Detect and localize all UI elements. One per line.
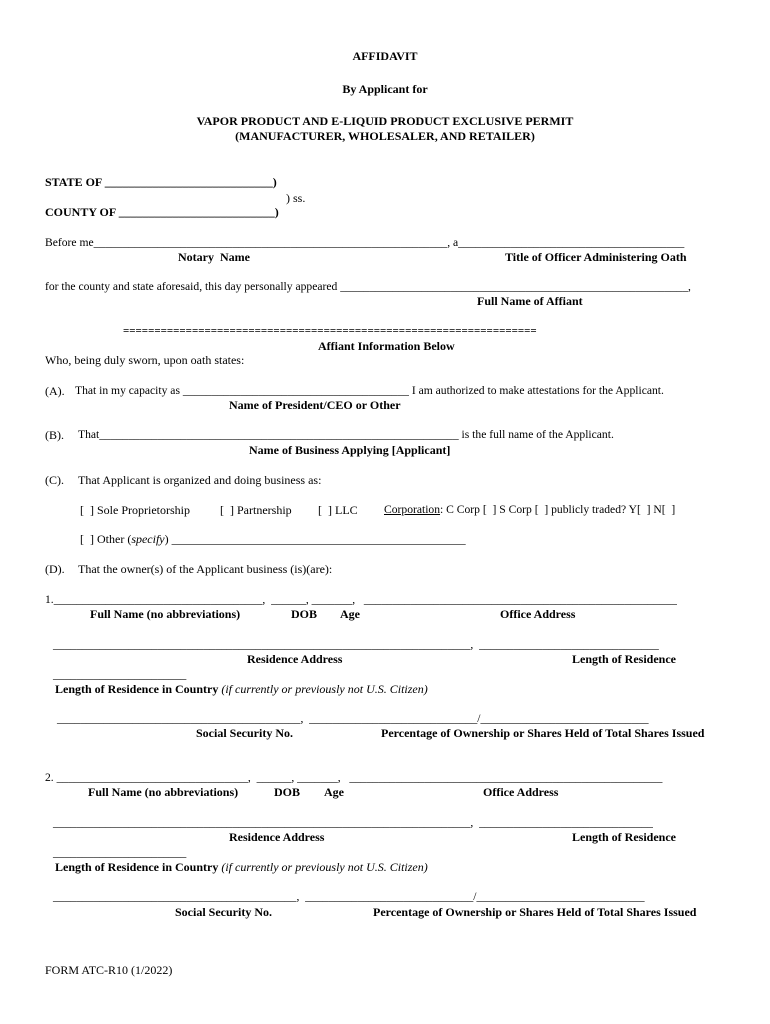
owner-2-country-label: Length of Residence in Country — [55, 860, 219, 874]
other-specify-field[interactable]: ) _________________________________________________ — [164, 532, 466, 546]
owner-1-country-line[interactable]: _______________________ — [53, 668, 187, 681]
owner-1-name-dob-office-line[interactable]: 1.____________________________________, ______, _______, ______________________________________________________ — [45, 593, 677, 606]
owner-1-ssn-line[interactable]: __________________________________________, _____________________________/_____________________________ — [57, 712, 649, 725]
notary-name-label: Notary Name — [178, 250, 250, 264]
affiant-heading: Affiant Information Below — [318, 339, 455, 353]
owner-2-ssn-label: Social Security No. — [175, 905, 272, 919]
owner-2-dob-label: DOB — [274, 785, 301, 799]
county-field[interactable]: COUNTY OF __________________________) — [45, 205, 279, 219]
owner-2-office-label: Office Address — [483, 785, 559, 799]
owner-2-length-label: Length of Residence — [572, 830, 676, 844]
form-subtitle: By Applicant for — [342, 82, 428, 96]
owner-1-length-label: Length of Residence — [572, 652, 676, 666]
section-a-label: Name of President/CEO or Other — [229, 398, 401, 412]
section-b-field[interactable]: That______________________________________________________________ is the full name of the Applicant. — [78, 428, 614, 441]
owner-2-age-label: Age — [324, 785, 344, 799]
owner-2-country-note: (if currently or previously not U.S. Citizen) — [221, 860, 428, 874]
owner-1-residence-line[interactable]: ________________________________________________________________________, _______________________________ — [53, 638, 659, 651]
permit-title: VAPOR PRODUCT AND E-LIQUID PRODUCT EXCLUSIVE PERMIT — [196, 114, 574, 128]
section-d-marker: (D). — [45, 562, 65, 576]
sworn-text: Who, being duly sworn, upon oath states: — [45, 353, 245, 367]
partnership-checkbox[interactable]: [ ] Partnership — [220, 503, 292, 517]
permit-subtitle: (MANUFACTURER, WHOLESALER, AND RETAILER) — [235, 129, 535, 143]
affiant-name-label: Full Name of Affiant — [477, 294, 583, 308]
owner-1-residence-label: Residence Address — [247, 652, 343, 666]
owner-2-country-label-row — [55, 860, 428, 874]
owner-1-country-label: Length of Residence in Country — [55, 682, 219, 696]
owner-1-country-note: (if currently or previously not U.S. Citizen) — [221, 682, 428, 696]
owner-2-name-dob-office-line[interactable]: 2. _________________________________, ______, _______, ______________________________________________________ — [45, 771, 663, 784]
section-divider: ================================================================== — [123, 325, 537, 337]
owner-1-office-label: Office Address — [500, 607, 576, 621]
section-b-marker: (B). — [45, 428, 64, 442]
owner-2-pct-label: Percentage of Ownership or Shares Held of Total Shares Issued — [373, 905, 697, 919]
owner-1-full-name-label: Full Name (no abbreviations) — [90, 607, 241, 621]
owner-2-full-name-label: Full Name (no abbreviations) — [88, 785, 239, 799]
other-specify-label: specify — [131, 532, 165, 546]
section-a-marker: (A). — [45, 384, 65, 398]
owner-2-ssn-line[interactable]: __________________________________________, _____________________________/_____________________________ — [53, 890, 645, 903]
form-number: FORM ATC-R10 (1/2022) — [45, 963, 173, 977]
corporation-checkboxes[interactable]: : C Corp [ ] S Corp [ ] publicly traded? Y[ ] N[ ] — [440, 503, 676, 516]
sole-proprietorship-checkbox[interactable]: [ ] Sole Proprietorship — [80, 503, 190, 517]
owner-2-country-line[interactable]: _______________________ — [53, 846, 187, 859]
owner-1-dob-label: DOB — [291, 607, 318, 621]
section-a-field[interactable]: That in my capacity as _______________________________________ I am authorized to make attestations for the Applicant. — [75, 384, 664, 397]
corporation-options[interactable] — [384, 503, 675, 517]
owner-1-country-label-row — [55, 682, 428, 696]
ss-marker: ) ss. — [286, 191, 306, 205]
other-option[interactable] — [80, 532, 466, 546]
owner-2-residence-label: Residence Address — [229, 830, 325, 844]
owner-1-pct-label: Percentage of Ownership or Shares Held of Total Shares Issued — [381, 726, 705, 740]
affiant-appeared-line[interactable]: for the county and state aforesaid, this day personally appeared ____________________________________________________________, — [45, 280, 691, 293]
section-c-marker: (C). — [45, 473, 64, 487]
owner-2-residence-line[interactable]: ________________________________________________________________________, ______________________________ — [53, 816, 653, 829]
section-c-text: That Applicant is organized and doing business as: — [78, 473, 322, 487]
corporation-label: Corporation — [384, 503, 441, 516]
state-field[interactable]: STATE OF ____________________________) — [45, 175, 277, 189]
other-checkbox[interactable]: [ ] Other ( — [80, 532, 132, 546]
notary-line[interactable]: Before me_____________________________________________________________, a_______________________________________ — [45, 236, 685, 249]
section-b-label: Name of Business Applying [Applicant] — [249, 443, 451, 457]
officer-title-label: Title of Officer Administering Oath — [505, 250, 687, 264]
llc-checkbox[interactable]: [ ] LLC — [318, 503, 358, 517]
section-d-text: That the owner(s) of the Applicant business (is)(are): — [78, 562, 333, 576]
owner-1-ssn-label: Social Security No. — [196, 726, 293, 740]
form-title: AFFIDAVIT — [352, 49, 418, 63]
owner-1-age-label: Age — [340, 607, 360, 621]
